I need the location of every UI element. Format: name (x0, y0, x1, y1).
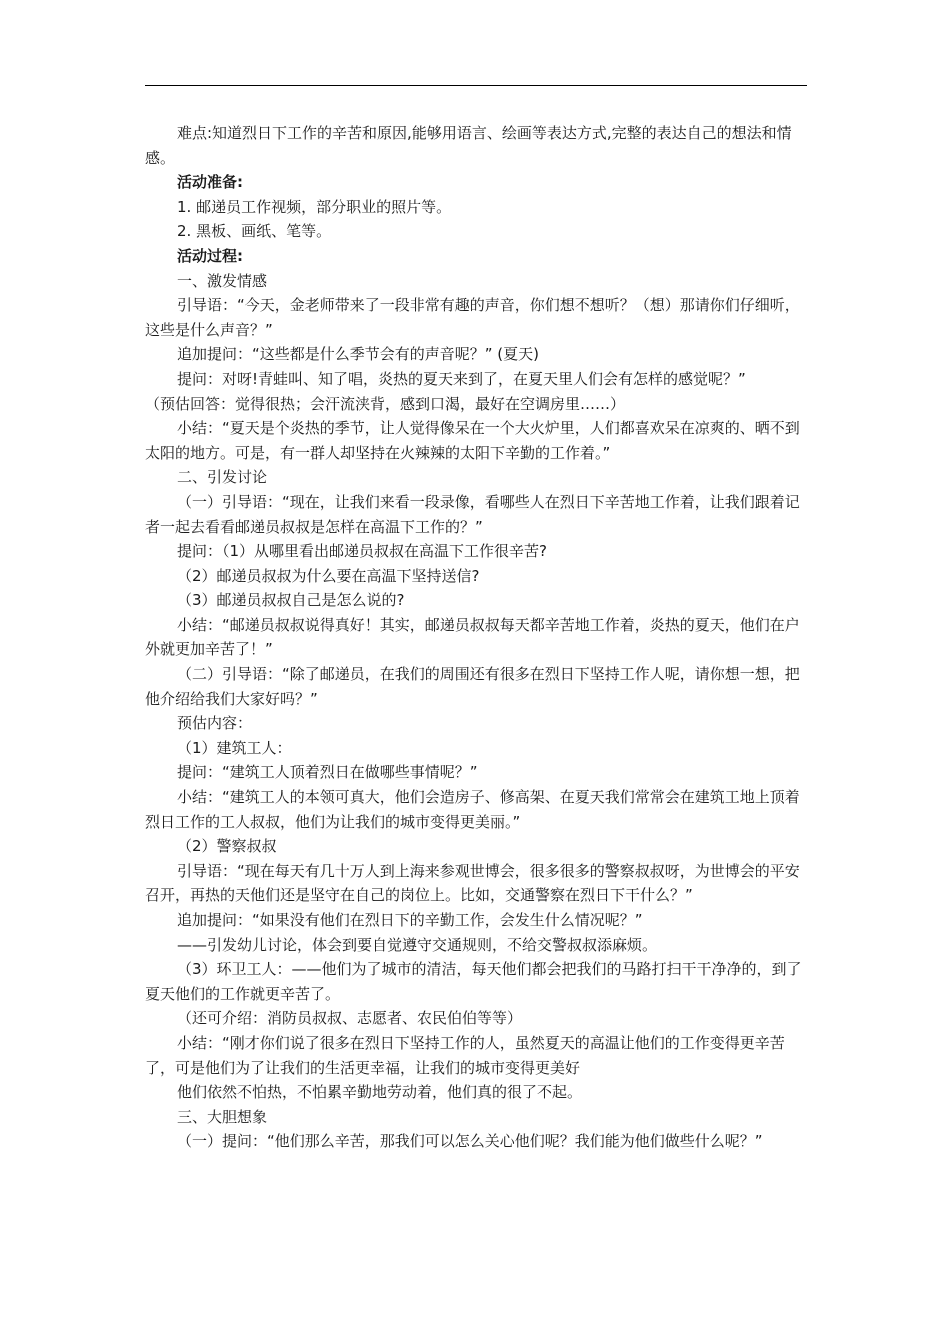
paragraph: ——引发幼儿讨论，体会到要自觉遵守交通规则，不给交警叔叔添麻烦。 (177, 935, 658, 954)
paragraph: 追加提问：“这些都是什么季节会有的声音呢？” (夏天) (177, 345, 540, 364)
paragraph: 三、大胆想象 (177, 1107, 268, 1126)
preparation-item: 2. 黑板、画纸、笔等。 (177, 222, 332, 241)
paragraph: （还可介绍：消防员叔叔、志愿者、农民伯伯等等） (177, 1009, 523, 1028)
paragraph: 追加提问：“如果没有他们在烈日下的辛勤工作，会发生什么情况呢？” (177, 911, 643, 929)
document-body (145, 121, 807, 1154)
paragraph: （3）邮递员叔叔自己是怎么说的? (177, 591, 405, 610)
paragraph: 小结：“建筑工人的本领可真大，他们会造房子、修高架、在夏天我们常常会在建筑工地上顶着烈日工作的工人叔叔，他们为让我们的城市变得更美丽。” (145, 788, 800, 831)
paragraph: 小结：“夏天是个炎热的季节，让人觉得像呆在一个大火炉里，人们都喜欢呆在凉爽的、晒不到太阳的地方。可是，有一群人却坚持在火辣辣的太阳下辛勤的工作着。” (145, 419, 800, 462)
paragraph: 小结：“刚才你们说了很多在烈日下坚持工作的人，虽然夏天的高温让他们的工作变得更辛苦了，可是他们为了让我们的生活更幸福，让我们的城市变得更美好 (145, 1033, 785, 1077)
paragraph: 引导语：“今天，金老师带来了一段非常有趣的声音，你们想不想听？（想）那请你们仔细听，这些是什么声音？” (145, 296, 800, 339)
paragraph: （二）引导语：“除了邮递员，在我们的周围还有很多在烈日下坚持工作人呢，请你想一想，把他介绍给我们大家好吗？” (145, 665, 800, 708)
paragraph: （1）建筑工人： (177, 738, 292, 757)
preparation-item: 1. 邮递员工作视频，部分职业的照片等。 (177, 197, 452, 216)
step-heading: （一）提问：“他们那么辛苦，那我们可以怎么关心他们呢？我们能为他们做些什么呢？” (177, 1132, 763, 1151)
paragraph: 提问：（1）从哪里看出邮递员叔叔在高温下工作很辛苦? (177, 542, 548, 561)
paragraph: （预估回答：觉得很热；会汗流浃背，感到口渴，最好在空调房里……） (145, 394, 626, 413)
paragraph: （一）引导语：“现在，让我们来看一段录像，看哪些人在烈日下辛苦地工作着，让我们跟着记者一起去看看邮递员叔叔是怎样在高温下工作的？” (145, 492, 800, 536)
paragraph: （2）警察叔叔 (177, 837, 277, 856)
section-heading-preparation: 活动准备: (177, 173, 243, 192)
section-heading-process: 活动过程: (177, 246, 243, 265)
paragraph: 提问：“建筑工人顶着烈日在做哪些事情呢？” (177, 763, 478, 782)
paragraph: 引导语：“现在每天有几十万人到上海来参观世博会，很多很多的警察叔叔呀，为世博会的平安召开，再热的天他们还是坚守在自己的岗位上。比如，交通警察在烈日下干什么？” (145, 861, 800, 905)
difficulty-paragraph: 难点:知道烈日下工作的辛苦和原因,能够用语言、绘画等表达方式,完整的表达自己的想法和情感。 (145, 124, 792, 167)
step-heading: 二、引发讨论 (177, 468, 268, 487)
paragraph: 预估内容： (177, 714, 253, 733)
paragraph: （3）环卫工人：——他们为了城市的清洁，每天他们都会把我们的马路打扫干干净净的，到了夏天他们的工作就更辛苦了。 (145, 960, 802, 1003)
paragraph: 小结：“邮递员叔叔说得真好！其实，邮递员叔叔每天都辛苦地工作着，炎热的夏天，他们在户外就更加辛苦了！” (145, 615, 800, 659)
paragraph: 提问：对呀!青蛙叫、知了唱，炎热的夏天来到了，在夏天里人们会有怎样的感觉呢？” (177, 369, 746, 388)
paragraph: 他们依然不怕热，不怕累辛勤地劳动着，他们真的很了不起。 (177, 1083, 583, 1102)
step-heading: 一、激发情感 (177, 271, 268, 290)
header-rule (145, 85, 807, 86)
paragraph: （2）邮递员叔叔为什么要在高温下坚持送信? (177, 566, 480, 585)
